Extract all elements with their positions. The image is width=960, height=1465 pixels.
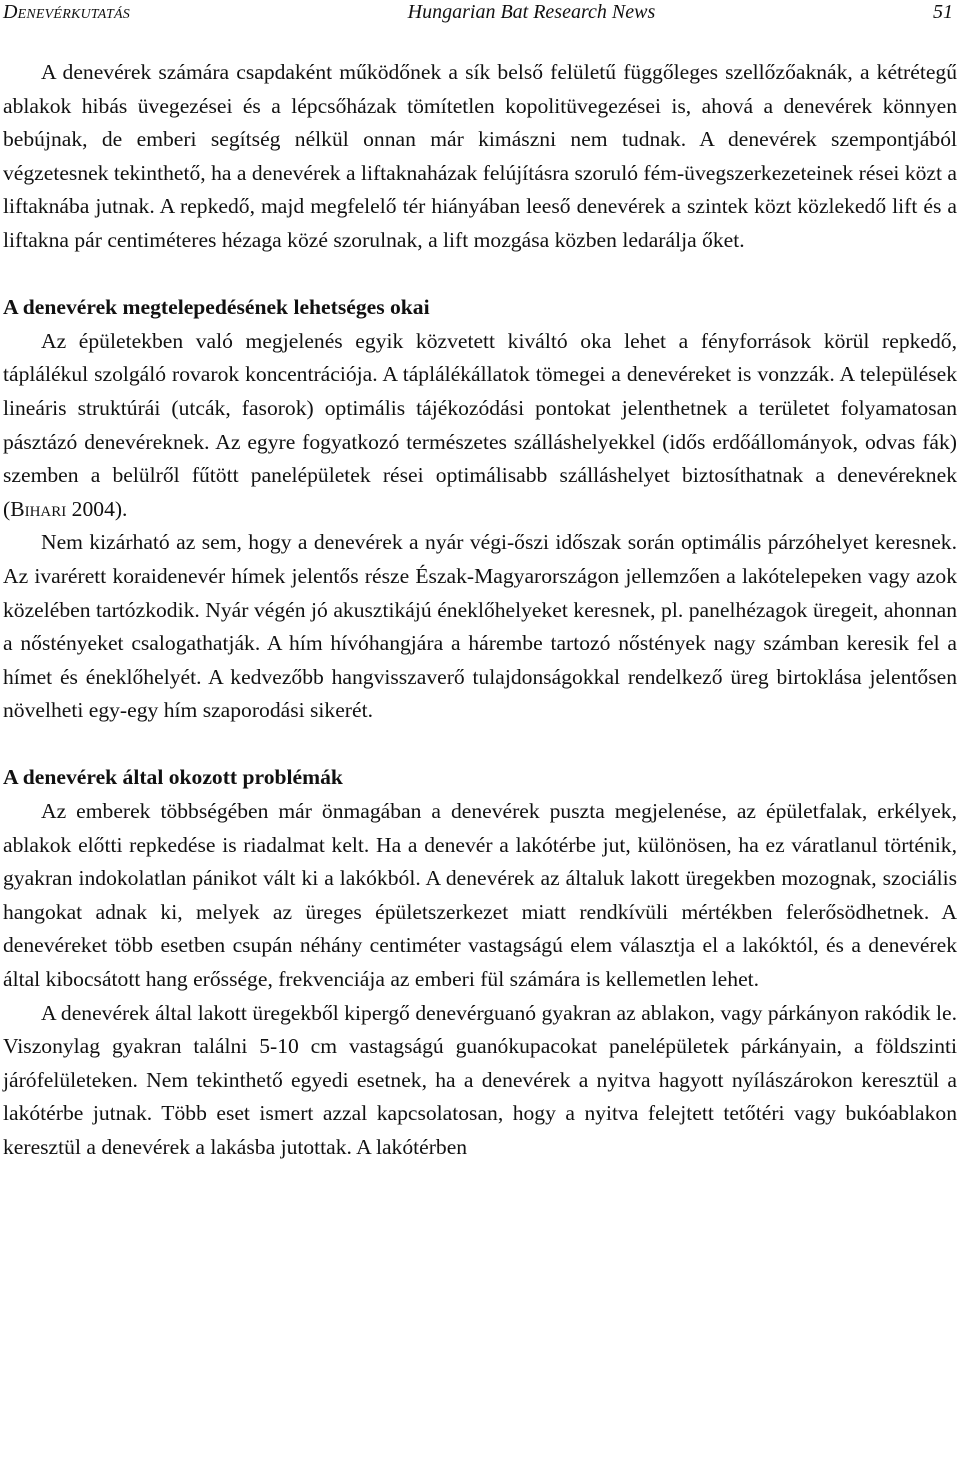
paragraph-settlement-reasons-text: Az épületekben való megjelenés egyik közvetett kiváltó oka lehet a fényforrások körül repkedő, táplálékul szolgáló rovarok koncentrációja. A táplálékállatok tömegei a denevéreket is vonzzák. A települések lineáris struktúrái (utcák, fasorok) optimális tájékozódási pontokat jelenthetnek a területet folyamatosan pásztázó denevéreknek. Az egyre fogyatkozó természetes szálláshelyekkel (idős erdőállományok, odvas fák) szemben a belülről fűtött panelépületek rései optimálisabb szálláshelyet biztosíthatnak a denevéreknek ( [3, 328, 957, 521]
section-heading-settlement-reasons: A denevérek megtelepedésének lehetséges okai [3, 295, 430, 320]
paragraph-settlement-reasons [3, 325, 957, 527]
article-body [3, 56, 957, 1165]
header-journal-section: Denevérkutatás [3, 1, 130, 23]
citation-year: 2004). [66, 496, 128, 521]
paragraph-problems-guano: A denevérek által lakott üregekből kipergő denevérguanó gyakran az ablakon, vagy párkányon rakódik le. Viszonylag gyakran találni 5-10 cm vastagságú guanókupacokat panelépületek párkányain, a földszinti járófelületeken. Nem tekinthető egyedi esetnek, ha a denevérek a nyitva hagyott nyílászárokon keresztül a lakótérbe jutnak. Több eset ismert azzal kapcsolatosan, hogy a nyitva felejtett tetőtéri vagy bukóablakon keresztül a denevérek a lakásba jutottak. A lakótérben [3, 1000, 957, 1159]
paragraph-problems-noise: Az emberek többségében már önmagában a denevérek puszta megjelenése, az épületfalak, erkélyek, ablakok előtti repkedése is riadalmat kelt. Ha a denevér a lakótérbe jut, különösen, ha ez váratlanul történik, gyakran indokolatlan pánikot vált ki a lakókból. A denevérek az általuk lakott üregekben mozognak, szociális hangokat adnak ki, melyek az üreges épületszerkezet miatt rendkívüli mértékben felerősödhetnek. A denevéreket több esetben csupán néhány centiméter vastagságú elem választja el a lakóktól, és a denevérek által kibocsátott hang erőssége, frekvenciája az emberi fül számára is kellemetlen lehet. [3, 799, 957, 992]
running-header [3, 0, 957, 28]
paragraph-mating-sites: Nem kizárható az sem, hogy a denevérek a nyár végi-őszi időszak során optimális párzóhelyet keresnek. Az ivarérett koraidenevér hímek jelentős része Észak-Magyarországon jellemzően a lakótelepeken vagy azok közelében tartózkodik. Nyár végén jó akusztikájú éneklőhelyeket keresnek, pl. panelhézagok üregeit, ahonnan a nőstényeket csalogathatják. A hím hívóhangjára a hárembe tartozó nőstények nagy számban keresik fel a hímet és éneklőhelyét. A kedvezőbb hangvisszaverő tulajdonságokkal rendelkező üreg birtoklása jelentősen növelheti egy-egy hím szaporodási sikerét. [3, 530, 957, 723]
section-spacer [3, 258, 957, 292]
section-spacer [3, 728, 957, 762]
paragraph-trap-hazards: A denevérek számára csapdaként működőnek a sík belső felületű függőleges szellőzőaknák, a kétrétegű ablakok hibás üvegezései és a lépcsőházak tömítetlen kopolitüvegezései is, ahová a denevérek könnyen bebújnak, de emberi segítség nélkül onnan már kimászni nem tudnak. A denevérek szempontjából végzetesnek tekinthető, ha a denevérek a liftaknaházak felújításra szoruló fém-üvegszerkezeteinek rései közt a liftaknába jutnak. A repkedő, majd megfelelő tér hiányában leeső denevérek a szintek közt közlekedő lift és a liftakna pár centiméteres hézaga közé szorulnak, a lift mozgása közben ledarálja őket. [3, 60, 957, 252]
page-number: 51 [932, 1, 953, 23]
section-heading-problems: A denevérek által okozott problémák [3, 765, 343, 790]
header-journal-title: Hungarian Bat Research News [407, 1, 656, 23]
citation-author: Bihari [10, 496, 67, 521]
